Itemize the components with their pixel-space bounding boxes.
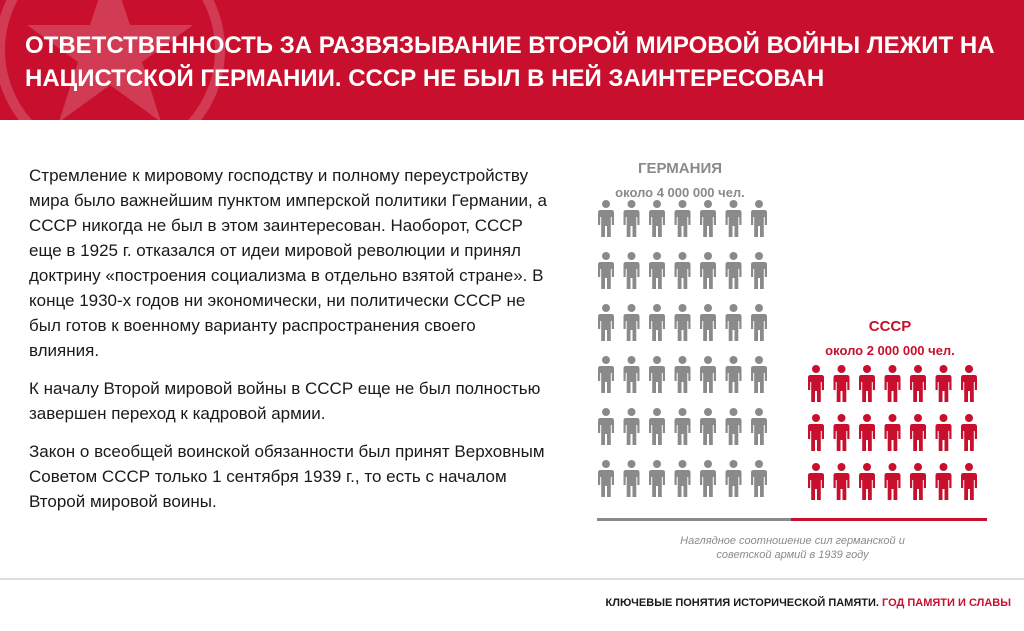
ussr-person-icon — [808, 365, 824, 402]
germany-person-icon — [598, 356, 614, 393]
germany-person-icon — [624, 252, 640, 289]
germany-person-icon — [624, 304, 640, 341]
germany-person-icon — [700, 408, 716, 445]
page-title: ОТВЕТСТВЕННОСТЬ ЗА РАЗВЯЗЫВАНИЕ ВТОРОЙ МИРОВОЙ ВОЙНЫ ЛЕЖИТ НА НАЦИСТСКОЙ ГЕРМАНИИ. СССР НЕ БЫЛ В НЕЙ ЗАИНТЕРЕСОВАН — [25, 32, 995, 92]
footer — [606, 597, 1011, 609]
germany-person-icon — [700, 460, 716, 497]
ussr-person-icon — [885, 365, 901, 402]
germany-person-icon — [598, 304, 614, 341]
ussr-person-icon — [936, 463, 952, 500]
germany-person-icon — [649, 408, 665, 445]
ussr-person-icon — [834, 414, 850, 451]
germany-person-icon — [675, 252, 691, 289]
germany-person-icon — [726, 356, 742, 393]
footer-text: КЛЮЧЕВЫЕ ПОНЯТИЯ ИСТОРИЧЕСКОЙ ПАМЯТИ. — [605, 597, 879, 609]
ussr-person-icon — [808, 463, 824, 500]
infographic-caption: Наглядное соотношение сил германской и советской армий в 1939 году — [680, 535, 905, 561]
germany-name: ГЕРМАНИЯ — [637, 160, 723, 177]
ussr-count: около 2 000 000 чел. — [825, 343, 955, 358]
germany-person-icon — [726, 252, 742, 289]
germany-person-icon — [649, 200, 665, 237]
germany-person-icon — [649, 460, 665, 497]
ussr-person-icon — [961, 365, 977, 402]
germany-person-icon — [700, 356, 716, 393]
ussr-person-icon — [936, 365, 952, 402]
germany-person-icon — [751, 304, 767, 341]
germany-person-icon — [700, 252, 716, 289]
germany-person-icon — [751, 252, 767, 289]
ussr-person-icon — [885, 463, 901, 500]
germany-person-icon — [726, 200, 742, 237]
ussr-person-icon — [910, 463, 926, 500]
germany-person-icon — [751, 460, 767, 497]
germany-person-icon — [624, 460, 640, 497]
ussr-person-icon — [885, 414, 901, 451]
ussr-person-icon — [808, 414, 824, 451]
ussr-person-icon — [961, 463, 977, 500]
ussr-person-icon — [910, 365, 926, 402]
paragraph: Стремление к мировому господству и полному переустройству мира было важнейшим пунктом имперской политики Германии, а СССР никогда не был в этом заинтересован. Наоборот, СССР еще в 1925 г. отказался от идеи мировой революции и принял доктрину «построения социализма в отдельно взятой стране». В конце 1930-х годов ни экономически, ни политически СССР не был готов к военному варианту распространения своего влияния. — [29, 166, 547, 360]
germany-person-icon — [675, 460, 691, 497]
germany-person-icon — [649, 252, 665, 289]
ussr-baseline — [791, 518, 987, 521]
germany-person-icon — [675, 304, 691, 341]
footer-divider — [0, 578, 1024, 580]
germany-person-icon — [598, 408, 614, 445]
ussr-person-icon — [859, 414, 875, 451]
germany-person-icon — [598, 460, 614, 497]
germany-person-icon — [624, 408, 640, 445]
germany-count: около 4 000 000 чел. — [615, 185, 745, 200]
germany-person-icon — [751, 200, 767, 237]
ussr-person-icon — [834, 365, 850, 402]
germany-person-icon — [700, 200, 716, 237]
germany-person-icon — [675, 200, 691, 237]
ussr-name: СССР — [868, 318, 912, 335]
germany-person-icon — [624, 200, 640, 237]
germany-baseline — [597, 518, 791, 521]
footer-brand: ГОД ПАМЯТИ И СЛАВЫ — [881, 597, 1011, 609]
germany-person-icon — [598, 252, 614, 289]
germany-person-icon — [726, 460, 742, 497]
ussr-person-icon — [910, 414, 926, 451]
ussr-person-icon — [936, 414, 952, 451]
germany-person-icon — [624, 356, 640, 393]
germany-person-icon — [700, 304, 716, 341]
ussr-person-icon — [859, 365, 875, 402]
ussr-person-icon — [961, 414, 977, 451]
ussr-person-icon — [834, 463, 850, 500]
ussr-person-icon — [859, 463, 875, 500]
germany-person-icon — [649, 304, 665, 341]
germany-person-icon — [726, 408, 742, 445]
germany-person-icon — [751, 356, 767, 393]
germany-person-icon — [649, 356, 665, 393]
paragraph: Закон о всеобщей воинской обязанности был принят Верховным Советом СССР только 1 сентября 1939 г., то есть с началом Второй мировой воины. — [29, 442, 545, 511]
germany-person-icon — [675, 356, 691, 393]
paragraph: К началу Второй мировой войны в СССР еще не был полностью завершен переход к кадровой армии. — [29, 379, 541, 423]
germany-person-icon — [675, 408, 691, 445]
germany-person-icon — [751, 408, 767, 445]
germany-person-icon — [726, 304, 742, 341]
germany-person-icon — [598, 200, 614, 237]
